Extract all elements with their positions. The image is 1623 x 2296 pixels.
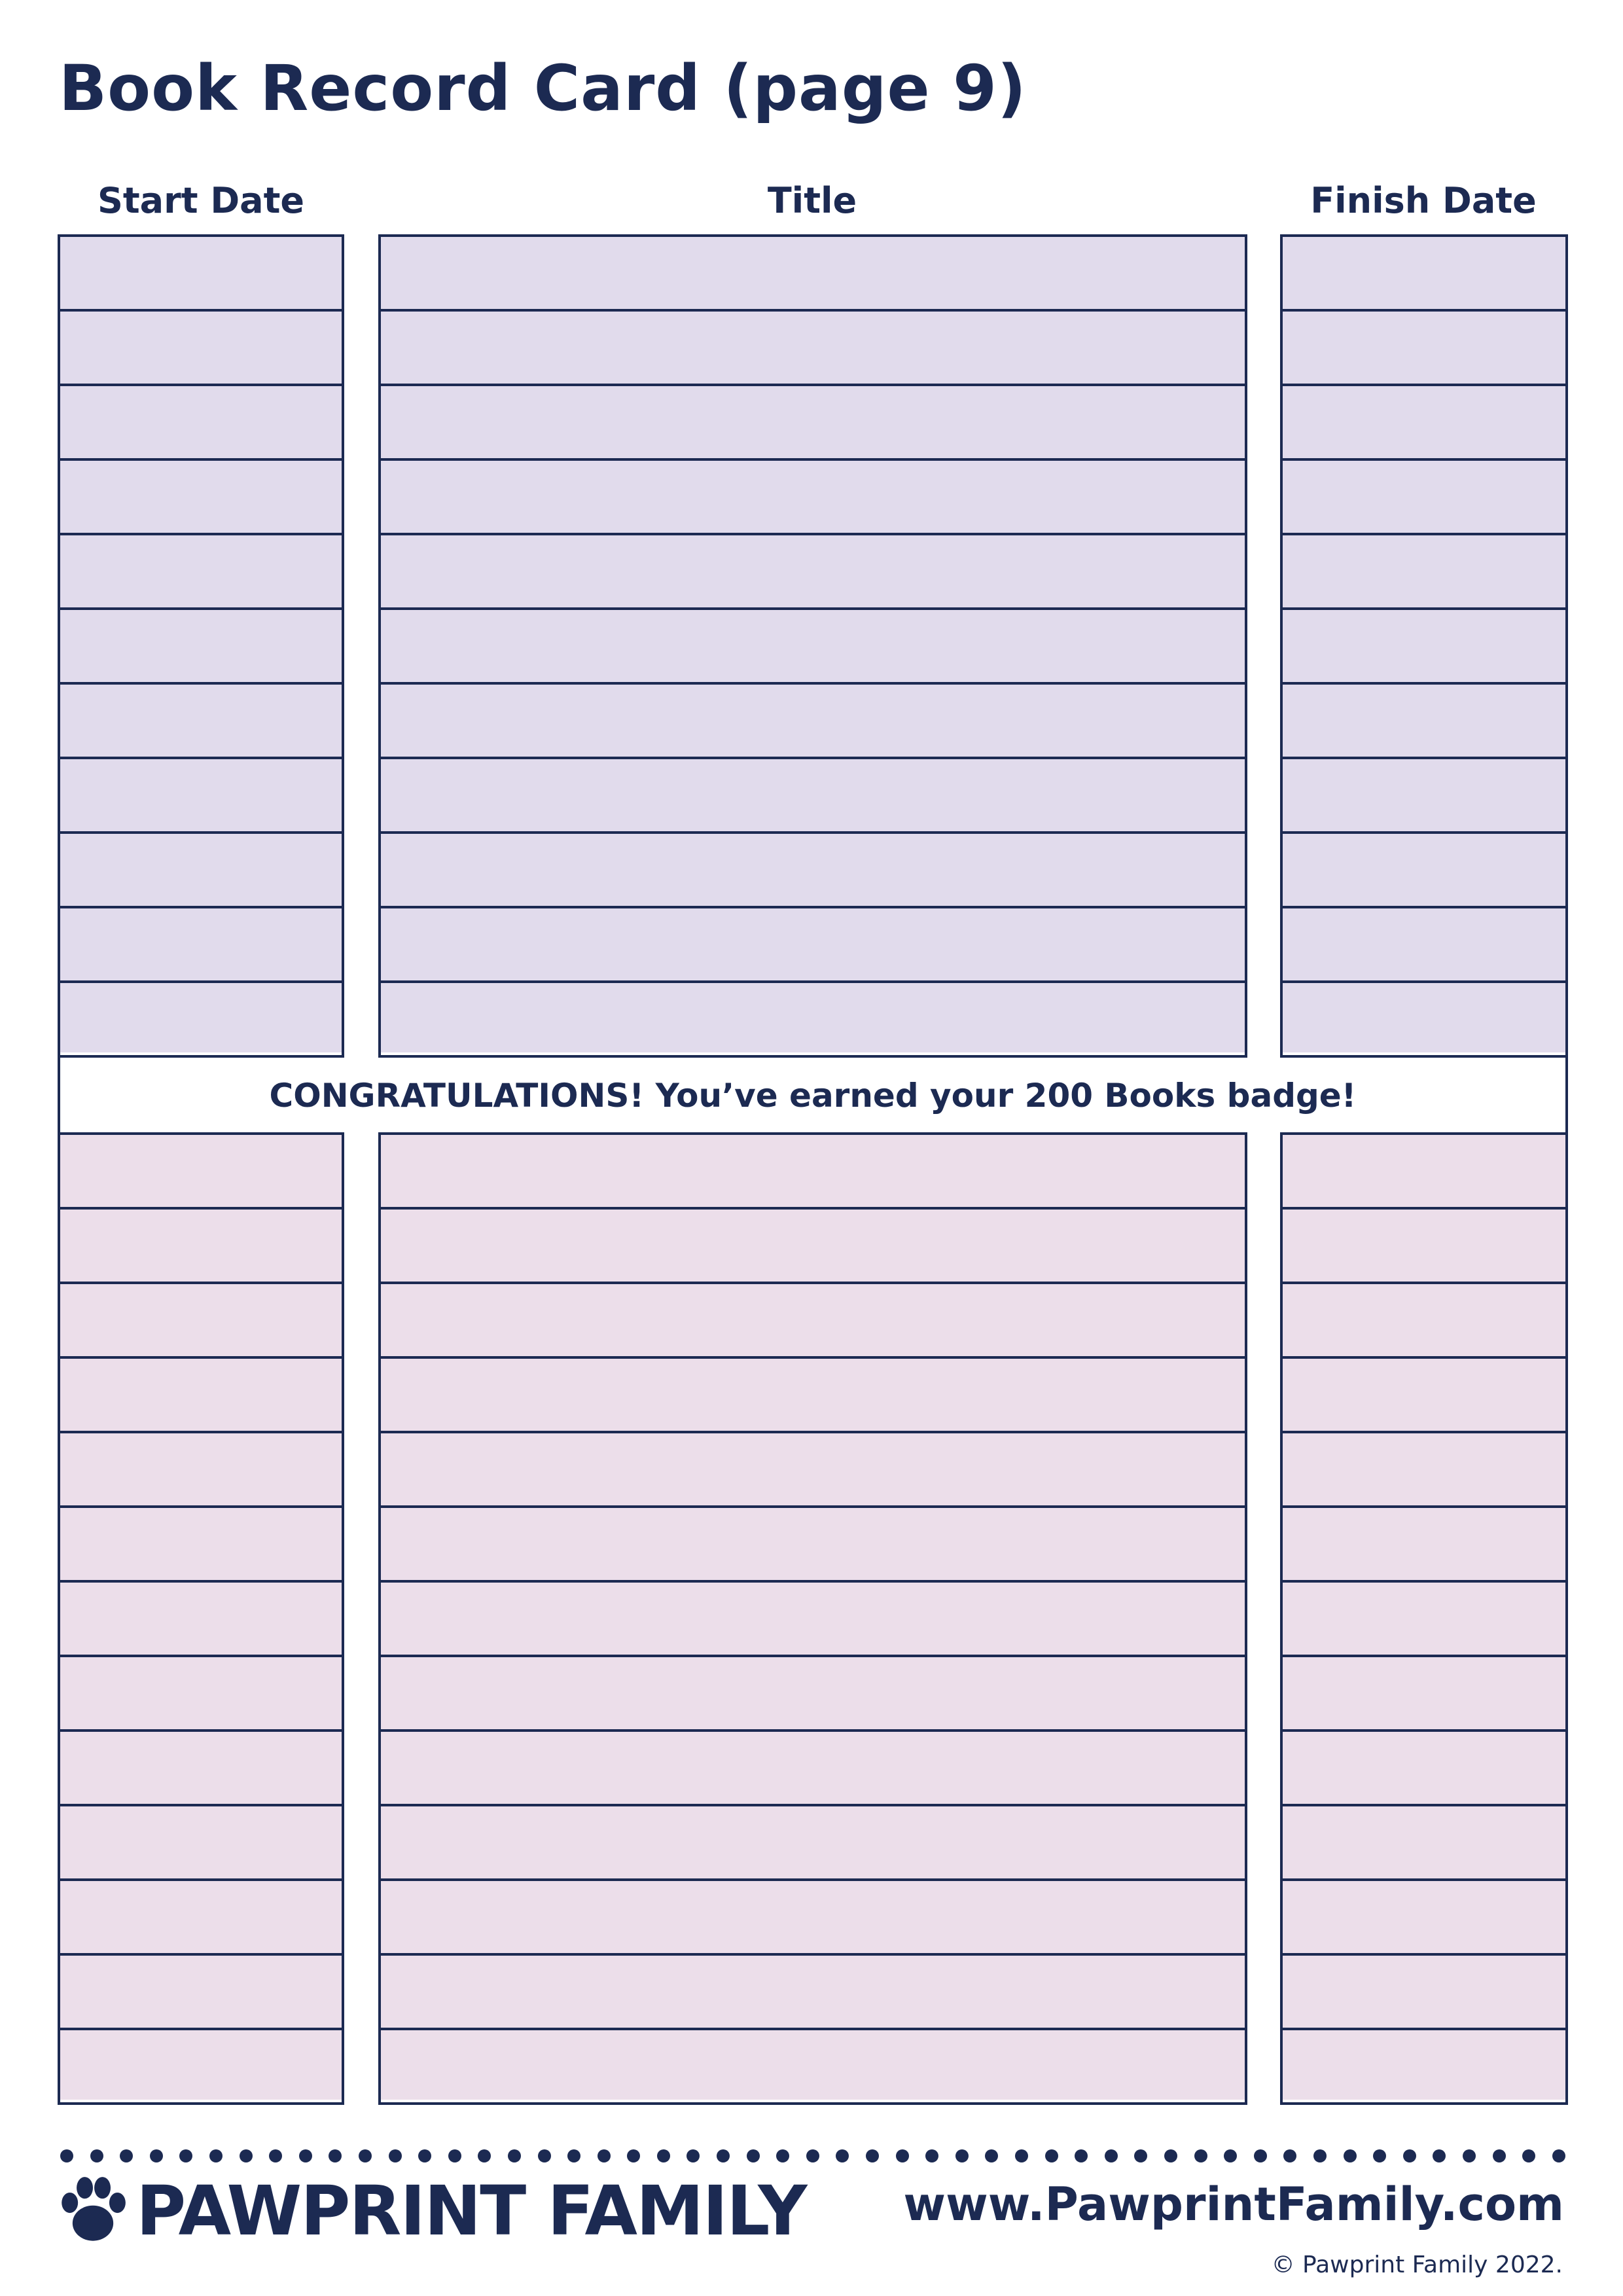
divider-dot: [1194, 2149, 1207, 2162]
column-header-start-date: Start Date: [97, 180, 305, 221]
entry-cell[interactable]: [381, 610, 1245, 685]
divider-dot: [150, 2149, 163, 2162]
entry-cell[interactable]: [381, 1956, 1245, 2030]
divider-dot: [1045, 2149, 1058, 2162]
divider-dot: [389, 2149, 402, 2162]
entry-cell[interactable]: [381, 1583, 1245, 1657]
congrats-message: CONGRATULATIONS! You’ve earned your 200 Books badge!: [269, 1077, 1357, 1115]
divider-dot: [240, 2149, 253, 2162]
entry-cell[interactable]: [1283, 759, 1565, 834]
divider-dot: [299, 2149, 312, 2162]
divider-dot: [1522, 2149, 1535, 2162]
divider-dot: [1164, 2149, 1177, 2162]
entry-cell[interactable]: [1283, 834, 1565, 908]
entry-cell[interactable]: [1283, 237, 1565, 312]
divider-dot: [1075, 2149, 1088, 2162]
divider-dot: [1344, 2149, 1357, 2162]
entry-cell[interactable]: [381, 535, 1245, 610]
divider-dot: [1283, 2149, 1296, 2162]
entry-cell[interactable]: [381, 908, 1245, 983]
entry-cell[interactable]: [381, 1508, 1245, 1583]
entry-cell[interactable]: [1283, 1583, 1565, 1657]
entry-cell[interactable]: [60, 610, 342, 685]
entry-cell[interactable]: [60, 759, 342, 834]
divider-dot: [1493, 2149, 1506, 2162]
entry-cell[interactable]: [381, 759, 1245, 834]
entry-cell[interactable]: [60, 535, 342, 610]
entry-cell[interactable]: [381, 1210, 1245, 1284]
entry-cell[interactable]: [60, 834, 342, 908]
entry-cell[interactable]: [381, 834, 1245, 908]
divider-dot: [60, 2149, 73, 2162]
entry-cell[interactable]: [381, 685, 1245, 759]
entry-cell[interactable]: [60, 1433, 342, 1508]
divider-dot: [866, 2149, 879, 2162]
entry-cell[interactable]: [60, 237, 342, 312]
divider-dot: [717, 2149, 730, 2162]
entry-cell[interactable]: [1283, 610, 1565, 685]
divider-dot: [418, 2149, 431, 2162]
entry-cell[interactable]: [1283, 535, 1565, 610]
entry-cell[interactable]: [1283, 685, 1565, 759]
entry-cell[interactable]: [1283, 461, 1565, 535]
entry-cell[interactable]: [60, 908, 342, 983]
entry-cell[interactable]: [1283, 1359, 1565, 1433]
entry-cell[interactable]: [60, 1806, 342, 1881]
entry-cell[interactable]: [1283, 1210, 1565, 1284]
entry-cell[interactable]: [60, 1359, 342, 1433]
divider-dot: [985, 2149, 998, 2162]
title-column-top: [378, 234, 1247, 1058]
start-date-column-bottom: [58, 1132, 344, 2105]
divider-dot: [1373, 2149, 1386, 2162]
divider-dot: [209, 2149, 223, 2162]
entry-cell[interactable]: [60, 386, 342, 461]
divider-dot: [478, 2149, 491, 2162]
entry-cell[interactable]: [60, 2030, 342, 2100]
finish-date-column-bottom: [1280, 1132, 1568, 2105]
entry-cell[interactable]: [381, 1806, 1245, 1881]
divider-dot: [687, 2149, 700, 2162]
entry-cell[interactable]: [1283, 312, 1565, 386]
entry-cell[interactable]: [60, 983, 342, 1052]
column-header-finish-date: Finish Date: [1310, 180, 1537, 221]
divider-dot: [955, 2149, 969, 2162]
entry-cell[interactable]: [381, 1657, 1245, 1732]
divider-dot: [179, 2149, 192, 2162]
divider-dot: [806, 2149, 819, 2162]
divider-dot: [567, 2149, 580, 2162]
entry-cell[interactable]: [60, 1732, 342, 1806]
entry-cell[interactable]: [381, 1359, 1245, 1433]
divider-dot: [657, 2149, 670, 2162]
divider-dot: [1433, 2149, 1446, 2162]
website-url[interactable]: www.PawprintFamily.com: [903, 2178, 1564, 2231]
entry-cell[interactable]: [60, 1508, 342, 1583]
entry-cell[interactable]: [1283, 1956, 1565, 2030]
finish-date-column-top: [1280, 234, 1568, 1058]
entry-cell[interactable]: [381, 1135, 1245, 1210]
entry-cell[interactable]: [381, 2030, 1245, 2100]
paw-icon: [59, 2176, 127, 2246]
entry-cell[interactable]: [381, 312, 1245, 386]
start-date-column-top: [58, 234, 344, 1058]
entry-cell[interactable]: [60, 312, 342, 386]
divider-dot: [1403, 2149, 1416, 2162]
divider-dot: [1015, 2149, 1028, 2162]
pawprint-family-logo: [59, 2172, 806, 2250]
entry-cell[interactable]: [381, 1284, 1245, 1359]
entry-cell[interactable]: [1283, 1881, 1565, 1956]
divider-dot: [329, 2149, 342, 2162]
column-header-title: Title: [767, 180, 857, 221]
divider-dot: [747, 2149, 760, 2162]
copyright-notice: © Pawprint Family 2022.: [1271, 2251, 1563, 2278]
entry-cell[interactable]: [381, 1433, 1245, 1508]
divider-dot: [627, 2149, 640, 2162]
entry-cell[interactable]: [1283, 1508, 1565, 1583]
divider-dot: [1224, 2149, 1237, 2162]
entry-cell[interactable]: [60, 1135, 342, 1210]
entry-cell[interactable]: [381, 983, 1245, 1052]
entry-cell[interactable]: [60, 1284, 342, 1359]
divider-dot: [508, 2149, 521, 2162]
title-column-bottom: [378, 1132, 1247, 2105]
divider-dot: [1254, 2149, 1267, 2162]
divider-dot: [90, 2149, 103, 2162]
entry-cell[interactable]: [60, 1210, 342, 1284]
entry-cell[interactable]: [1283, 2030, 1565, 2100]
divider-dot: [597, 2149, 611, 2162]
entry-cell[interactable]: [60, 461, 342, 535]
divider-dot: [836, 2149, 849, 2162]
entry-cell[interactable]: [1283, 1806, 1565, 1881]
entry-cell[interactable]: [381, 1732, 1245, 1806]
page-title: Book Record Card (page 9): [59, 52, 1027, 125]
divider-dot: [896, 2149, 909, 2162]
entry-cell[interactable]: [1283, 1135, 1565, 1210]
divider-dot: [776, 2149, 789, 2162]
entry-cell[interactable]: [60, 685, 342, 759]
entry-cell[interactable]: [381, 237, 1245, 312]
dotted-divider: [60, 2149, 1565, 2164]
divider-dot: [925, 2149, 938, 2162]
divider-dot: [1463, 2149, 1476, 2162]
divider-dot: [120, 2149, 133, 2162]
divider-dot: [448, 2149, 461, 2162]
entry-cell[interactable]: [1283, 386, 1565, 461]
entry-cell[interactable]: [1283, 1433, 1565, 1508]
entry-cell[interactable]: [60, 1657, 342, 1732]
divider-dot: [1313, 2149, 1327, 2162]
divider-dot: [538, 2149, 551, 2162]
entry-cell[interactable]: [60, 1583, 342, 1657]
entry-cell[interactable]: [1283, 983, 1565, 1052]
entry-cell[interactable]: [381, 1881, 1245, 1956]
divider-dot: [1552, 2149, 1565, 2162]
entry-cell[interactable]: [1283, 908, 1565, 983]
divider-dot: [1134, 2149, 1147, 2162]
divider-dot: [1105, 2149, 1118, 2162]
entry-cell[interactable]: [60, 1956, 342, 2030]
congrats-banner: [58, 1056, 1568, 1135]
entry-cell[interactable]: [1283, 1284, 1565, 1359]
brand-name: PAWPRINT FAMILY: [136, 2171, 806, 2251]
entry-cell[interactable]: [381, 461, 1245, 535]
entry-cell[interactable]: [381, 386, 1245, 461]
divider-dot: [359, 2149, 372, 2162]
divider-dot: [269, 2149, 282, 2162]
entry-cell[interactable]: [60, 1881, 342, 1956]
entry-cell[interactable]: [1283, 1732, 1565, 1806]
entry-cell[interactable]: [1283, 1657, 1565, 1732]
